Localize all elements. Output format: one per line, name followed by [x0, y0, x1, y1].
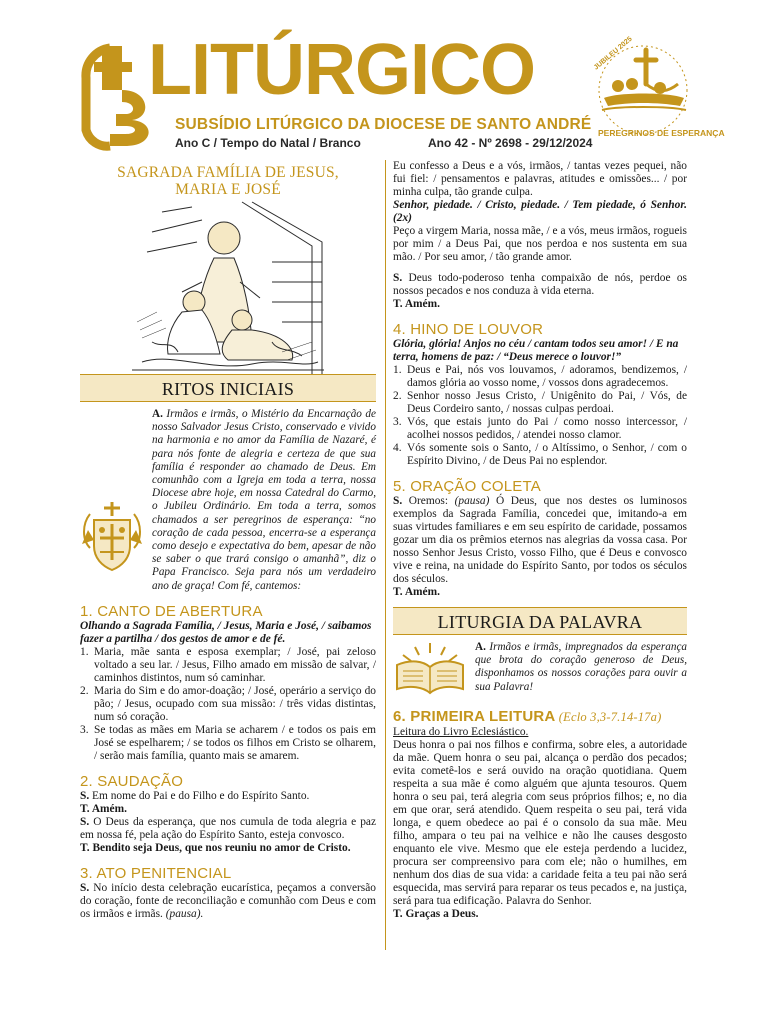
penitential-intro: S. No início desta celebração eucarística, peçamos a conversão do coração, fonte de reconciliação e comunhão com Deus e com os irmãos e irmãs. (pausa).	[80, 881, 376, 920]
feast-title-line-2: MARIA E JOSÉ	[175, 181, 281, 198]
gloria-verse: 2. Senhor nosso Jesus Cristo, / Unigênito do Pai, / Vós, de Deus Cordeiro santo, / nossas culpas perdoai.	[393, 390, 687, 415]
collect-response: T. Amém.	[393, 586, 440, 598]
commentary-body: Irmãos e irmãs, o Mistério da Encarnação de nosso Salvador Jesus Cristo, conservado e vivido na harmonia e no amor da Família de Nazaré, é para nós fonte de alegria e certeza de que sua família é responder ao chamado de Deus. Em comunhão com a Igreja em toda a terra, nossa Diocese abre hoje, em nossa Catedral do Carmo, o Jubileu Ordinário. Em toda a terra, somos chamados a ser peregrinos de esperança: “no coração de cada pessoa, encerra-se a esperança como desejo e expectativa do bem, apesar de não se saber o que trará consigo o amanhã”, diz o Papa Francisco. Seja para nós um verdadeiro ano de graça! Com fé, cantemos:	[152, 408, 376, 592]
feast-title-line-1: SAGRADA FAMÍLIA DE JESUS,	[117, 164, 339, 181]
gloria-verse: 4. Vós somente sois o Santo, / o Altíssimo, o Senhor, / com o Espírito Divino, / de Deus Pai no esplendor.	[393, 442, 687, 467]
masthead-title: LITÚRGICO	[148, 30, 535, 110]
liturgical-year-info: Ano C / Tempo do Natal / Branco	[175, 136, 361, 150]
song-refrain: Olhando a Sagrada Família, / Jesus, Maria e José, / saibamos fazer a partilha / dos gestos de amor e de fé.	[80, 619, 372, 645]
reading-response: T. Graças a Deus.	[393, 907, 479, 920]
absolution-text: S. Deus todo-poderoso tenha compaixão de nós, perdoe os nossos pecados e nos conduza à vida eterna.	[393, 272, 687, 297]
word-commentary-text: A. Irmãos e irmãs, impregnados da esperança que brota do coração generoso de Deus, disponhamos os nossos corações para ouvir a sua Palavra!	[475, 641, 687, 693]
masthead-subtitle: SUBSÍDIO LITÚRGICO DA DIOCESE DE SANTO ANDRÉ	[175, 116, 592, 133]
greeting-response: T. Amém.	[80, 802, 127, 815]
greeting-line: S. Em nome do Pai e do Filho e do Espírito Santo.	[80, 789, 310, 802]
song-verse: 3. Se todas as mães em Maria se acharem / e todos os pais em José se espelharem; / se todos os filhos em Cristo se olharem, / serão mais família, quanto mais se amarem.	[80, 723, 376, 762]
holy-family-illustration	[132, 202, 324, 374]
section-banner-liturgia-palavra: LITURGIA DA PALAVRA	[393, 607, 687, 635]
gloria-verse: 3. Vós, que estais junto do Pai / como nosso intercessor, / acolhei nossos pedidos, / atendei nosso clamor.	[393, 416, 687, 441]
jubilee-2025-logo-icon	[588, 35, 725, 140]
word-commentary	[393, 641, 687, 694]
opening-commentary	[80, 408, 376, 593]
speaker-label: A.	[475, 641, 486, 653]
opening-commentary-text	[152, 408, 376, 593]
section-title-primeira-leitura: 6. PRIMEIRA LEITURA (Eclo 3,3-7.14-17a)	[393, 707, 662, 725]
gloria-verse: 1. Deus e Pai, nós vos louvamos, / adoramos, bendizemos, / damos glória ao vosso nome, / vossos dons agradecemos.	[393, 364, 687, 389]
section-banner-ritos-iniciais: RITOS INICIAIS	[80, 374, 376, 402]
section-title-hino-louvor: 4. HINO DE LOUVOR	[393, 321, 544, 338]
masthead	[0, 0, 768, 160]
song-verse: 1. Maria, mãe santa e esposa exemplar; / José, pai zeloso voltado a seu lar. / Jesus, Filho amado em missão de salvar, / caminhos distintos, num só caminhar.	[80, 645, 376, 684]
confiteor-text: Eu confesso a Deus e a vós, irmãos, / tantas vezes pequei, não fui fiel: / pensamentos e palavras, atitudes e omissões... / por minha culpa, tão grande culpa.	[393, 160, 687, 198]
section-title-ato-penitencial: 3. ATO PENITENCIAL	[80, 864, 232, 882]
reading-source: Leitura do Livro Eclesiástico.	[393, 725, 529, 738]
greeting-response: T. Bendito seja Deus, que nos reuniu no amor de Cristo.	[80, 841, 351, 854]
diocese-coat-of-arms-icon	[80, 500, 144, 574]
open-bible-icon	[393, 643, 467, 697]
confiteor-text: Peço a virgem Maria, nossa mãe, / e a vós, meus irmãos, rogueis por mim / a Deus Pai, que nos perdoa e nos sustenta em sua mão. / Por seu amor, / tão grande amor.	[393, 225, 687, 263]
song-verse: 2. Maria do Sim e do amor-doação; / José, operário a serviço do pão; / Jesus, ocupado com sua missão: / três vidas distintas, num só coração.	[80, 684, 376, 723]
song-verses	[80, 646, 376, 763]
right-column	[393, 160, 687, 921]
greeting-line: S. O Deus da esperança, que nos cumula de toda alegria e paz em nossa fé, pela ação do Espírito Santo, esteja convosco.	[80, 815, 376, 841]
kyrie-refrain: Senhor, piedade. / Cristo, piedade. / Tem piedade, ó Senhor. (2x)	[393, 199, 687, 224]
section-title-canto-abertura: 1. CANTO DE ABERTURA	[80, 602, 263, 620]
gloria-verses	[393, 364, 687, 468]
issue-info: Ano 42 - Nº 2698 - 29/12/2024	[428, 136, 593, 150]
absolution-response: T. Amém.	[393, 298, 440, 310]
jubilee-year-label: JUBILEU 2025	[592, 35, 634, 72]
gloria-refrain: Glória, glória! Anjos no céu / cantam todos seu amor! / E na terra, homens de paz: / “Deus merece o louvor!”	[393, 338, 679, 363]
collect-prayer: S. Oremos: (pausa) Ó Deus, que nos destes os luminosos exemplos da Sagrada Família, concedei que, imitando-a em suas virtudes familiares e em seu espírito de caridade, possamos gozar um dia os prêmios eternos nas alegrias da vossa casa. Por nosso Senhor Jesus Cristo, vosso Filho, que é Deus e convosco vive e reina, na unidade do Espírito Santo, por todos os séculos dos séculos.	[393, 495, 687, 585]
jubilee-motto-label: PEREGRINOS DE ESPERANÇA	[598, 128, 725, 138]
section-title-saudacao: 2. SAUDAÇÃO	[80, 772, 184, 790]
feast-title	[80, 164, 376, 198]
speaker-label: A.	[152, 408, 163, 420]
first-reading-text: Deus honra o pai nos filhos e confirma, sobre eles, a autoridade da mãe. Quem honra o seu pai, alcança o perdão dos pecados; evita cometê-los e será ouvido na oração quotidiana. Quem respeita a sua mãe é como alguém que ajunta tesouros. Quem honra o seu pai, terá alegria com seus próprios filhos; e, no dia em que orar, será atendido. Quem respeita o seu pai, terá vida longa, e quem obedece ao pai é o consolo da sua mãe. Meu filho, ampara o teu pai na velhice e não lhe causes desgosto enquanto ele vive. Mesmo que ele esteja perdendo a lucidez, procura ser compreensivo para com ele; não o humilhes, em nenhum dos dias de sua vida: a caridade feita a teu pai não será esquecida, mas servirá para reparar os teus pecados e, na justiça, será para tua edificação. Palavra do Senhor.	[393, 738, 687, 907]
section-title-oracao-coleta: 5. ORAÇÃO COLETA	[393, 478, 541, 495]
column-divider	[385, 160, 386, 950]
left-column	[80, 160, 376, 921]
